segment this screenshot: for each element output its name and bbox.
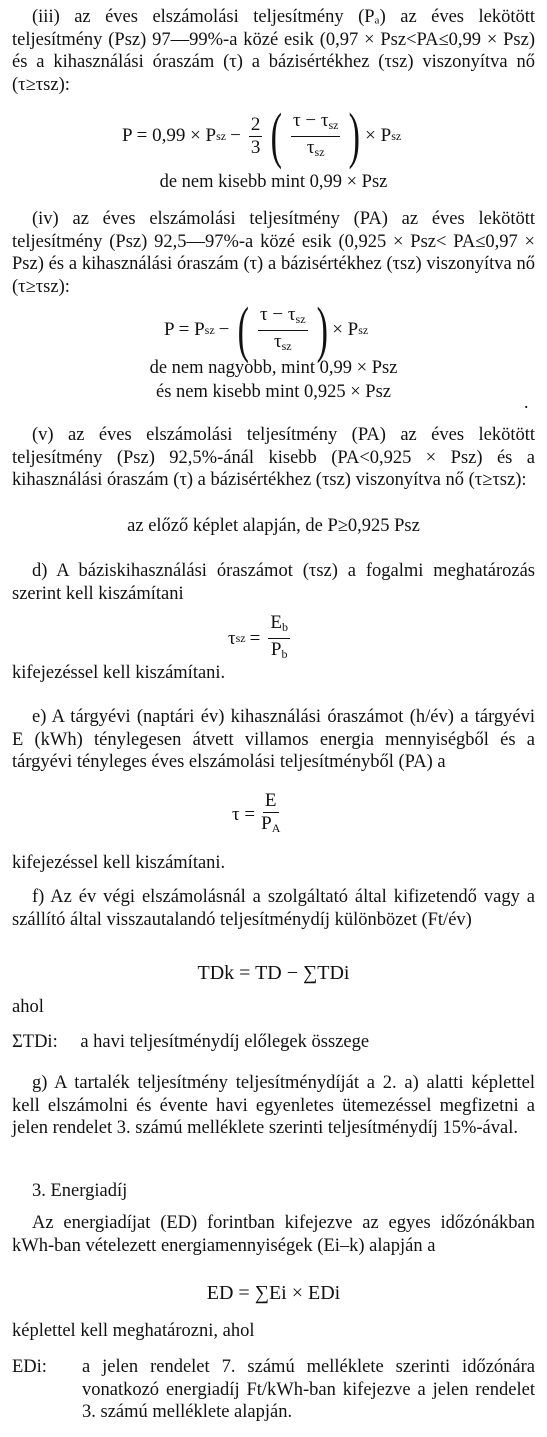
clause-d-after: kifejezéssel kell kiszámítani. — [12, 663, 226, 683]
formula-iii-left: P = 0,99 × P — [122, 125, 217, 146]
formula-iv-left: P = P — [164, 319, 205, 340]
clause-iii-text: (iii) az éves elszámolási teljesítmény (Pₐ) az éves lekötött teljesítmény (Psz) 97—99%-a közé esik (0,97 × Psz<PA≤0,99 × Psz) és a kihasználási óraszám (τ) a bázisértékhez (τsz) viszonyítva nő (τ≥τsz): — [12, 7, 535, 95]
formula-e: τ = $\frac{E}{P_A}$ — [232, 790, 286, 839]
formula-iv-fraction-tau: $\frac{\tau - \tau_{sz}}{\tau_{sz}}$ — [260, 303, 306, 353]
clause-e-text: e) A tárgyévi (naptári év) kihasználási óraszámot (h/év) a tárgyévi E (kWh) ténylegesen átvett villamos energia mennyiségből és a tárgyévi tényleges éves elszámolási teljesítményből (PA) a — [12, 707, 535, 773]
section-3-text: Az energiadíjat (ED) forintban kifejezve az egyes időzónákban kWh-ban vételezett energiamennyiségek (Ei–k) alapján a — [12, 1213, 535, 1256]
formula-iii-fraction-tau — [291, 110, 341, 163]
formula-iii-fraction-2-3 — [249, 114, 263, 159]
formula-iii: P = 0,99 × P sz − $\frac{2}{3}$ ( $\frac{\tau - \tau_{sz}}{\tau_{sz}}$ ) × P sz — [122, 102, 402, 170]
definition-row-edi — [12, 1356, 535, 1424]
formula-e-fraction: $\frac{E}{P_A}$ — [261, 790, 281, 835]
definition-text: a havi teljesítménydíj előlegek összege — [80, 1032, 370, 1052]
left-paren-icon: ( — [270, 102, 283, 170]
clause-iv-text: (iv) az éves elszámolási teljesítmény (PA) az éves lekötött teljesítmény (Psz) 92,5—97%-a közé esik (0,925 × Psz< PA≤0,97 × Psz) és a kihasználási óraszám (τ) a bázisértékhez (τsz) viszonyítva nő (τ≥τsz): — [12, 209, 535, 297]
formula-iii-tau-den: $\tau_{sz}$ — [306, 136, 325, 159]
formula-iii-right: × P — [365, 125, 392, 146]
section-3-after: képlettel kell meghatározni, ahol — [12, 1321, 255, 1341]
formula-f: TDk = TD − ∑TDi — [197, 962, 350, 984]
right-paren-icon: ) — [349, 102, 361, 170]
clause-v-note: az előző képlet alapján, de P≥0,925 Psz — [127, 516, 420, 536]
clause-v-text: (v) az éves elszámolási teljesítmény (PA) az éves lekötött teljesítmény (Psz) 92,5%-ánál kisebb (PA<0,925 × Psz) és a kihasználási óraszám (τ) a bázisértékhez (τsz) viszonyítva nő (τ≥τsz): — [12, 425, 535, 491]
clause-f-text: f) Az év végi elszámolásnál a szolgáltató által kifizetendő vagy a szállító által visszautalandó teljesítménydíj különbözet (Ft/év) — [12, 887, 535, 930]
definition-text: a jelen rendelet 7. számú melléklete szerinti időzónára vonatkozó energiadíj Ft/kWh-ban kifejezve a jelen rendelet 3. számú melléklete alapján. — [82, 1357, 535, 1423]
clause-g-text: g) A tartalék teljesítmény teljesítménydíját a 2. a) alatti képlettel kell elszámolni és évente havi egyenletes ütemezéssel megfizetni a jelen rendelet 3. számú melléklete szerinti teljesítménydíj 15%-ával. — [12, 1073, 535, 1139]
definition-term: ΣTDi: — [12, 1032, 58, 1052]
clause-iii-note: de nem kisebb mint 0,99 × Psz — [159, 172, 388, 192]
clause-f-ahol: ahol — [12, 997, 44, 1017]
section-3-heading: 3. Energiadíj — [32, 1181, 128, 1201]
definition-term: EDi: — [12, 1357, 47, 1377]
clause-e-after: kifejezéssel kell kiszámítani. — [12, 853, 226, 873]
formula-iii-tau-num: $\tau - \tau_{sz}$ — [291, 110, 341, 137]
formula-iii-num: 2 — [250, 113, 261, 135]
left-paren-icon: ( — [238, 296, 250, 364]
dot-mark: . — [524, 392, 529, 412]
definition-row-tdi — [12, 1032, 369, 1053]
formula-iv: P = P sz − ( $\frac{\tau - \tau_{sz}}{\tau_{sz}}$ ) × P sz — [164, 296, 369, 364]
formula-iii-den: 3 — [250, 136, 261, 158]
formula-iii-sub: sz — [216, 128, 227, 143]
right-paren-icon: ) — [316, 296, 328, 364]
formula-ed: ED = ∑Ei × EDi — [206, 1282, 341, 1304]
clause-iv-note-2: és nem kisebb mint 0,925 × Psz — [156, 382, 391, 402]
clause-d-text: d) A báziskihasználási óraszámot (τsz) a fogalmi meghatározás szerint kell kiszámítani — [12, 561, 535, 604]
formula-iii-minus: − — [230, 125, 241, 146]
formula-d: τ sz = $\frac{E_b}{P_b}$ — [228, 612, 294, 665]
clause-iv-note-1: de nem nagyobb, mint 0,99 × Psz — [149, 358, 398, 378]
formula-d-fraction: $\frac{E_b}{P_b}$ — [270, 612, 288, 661]
